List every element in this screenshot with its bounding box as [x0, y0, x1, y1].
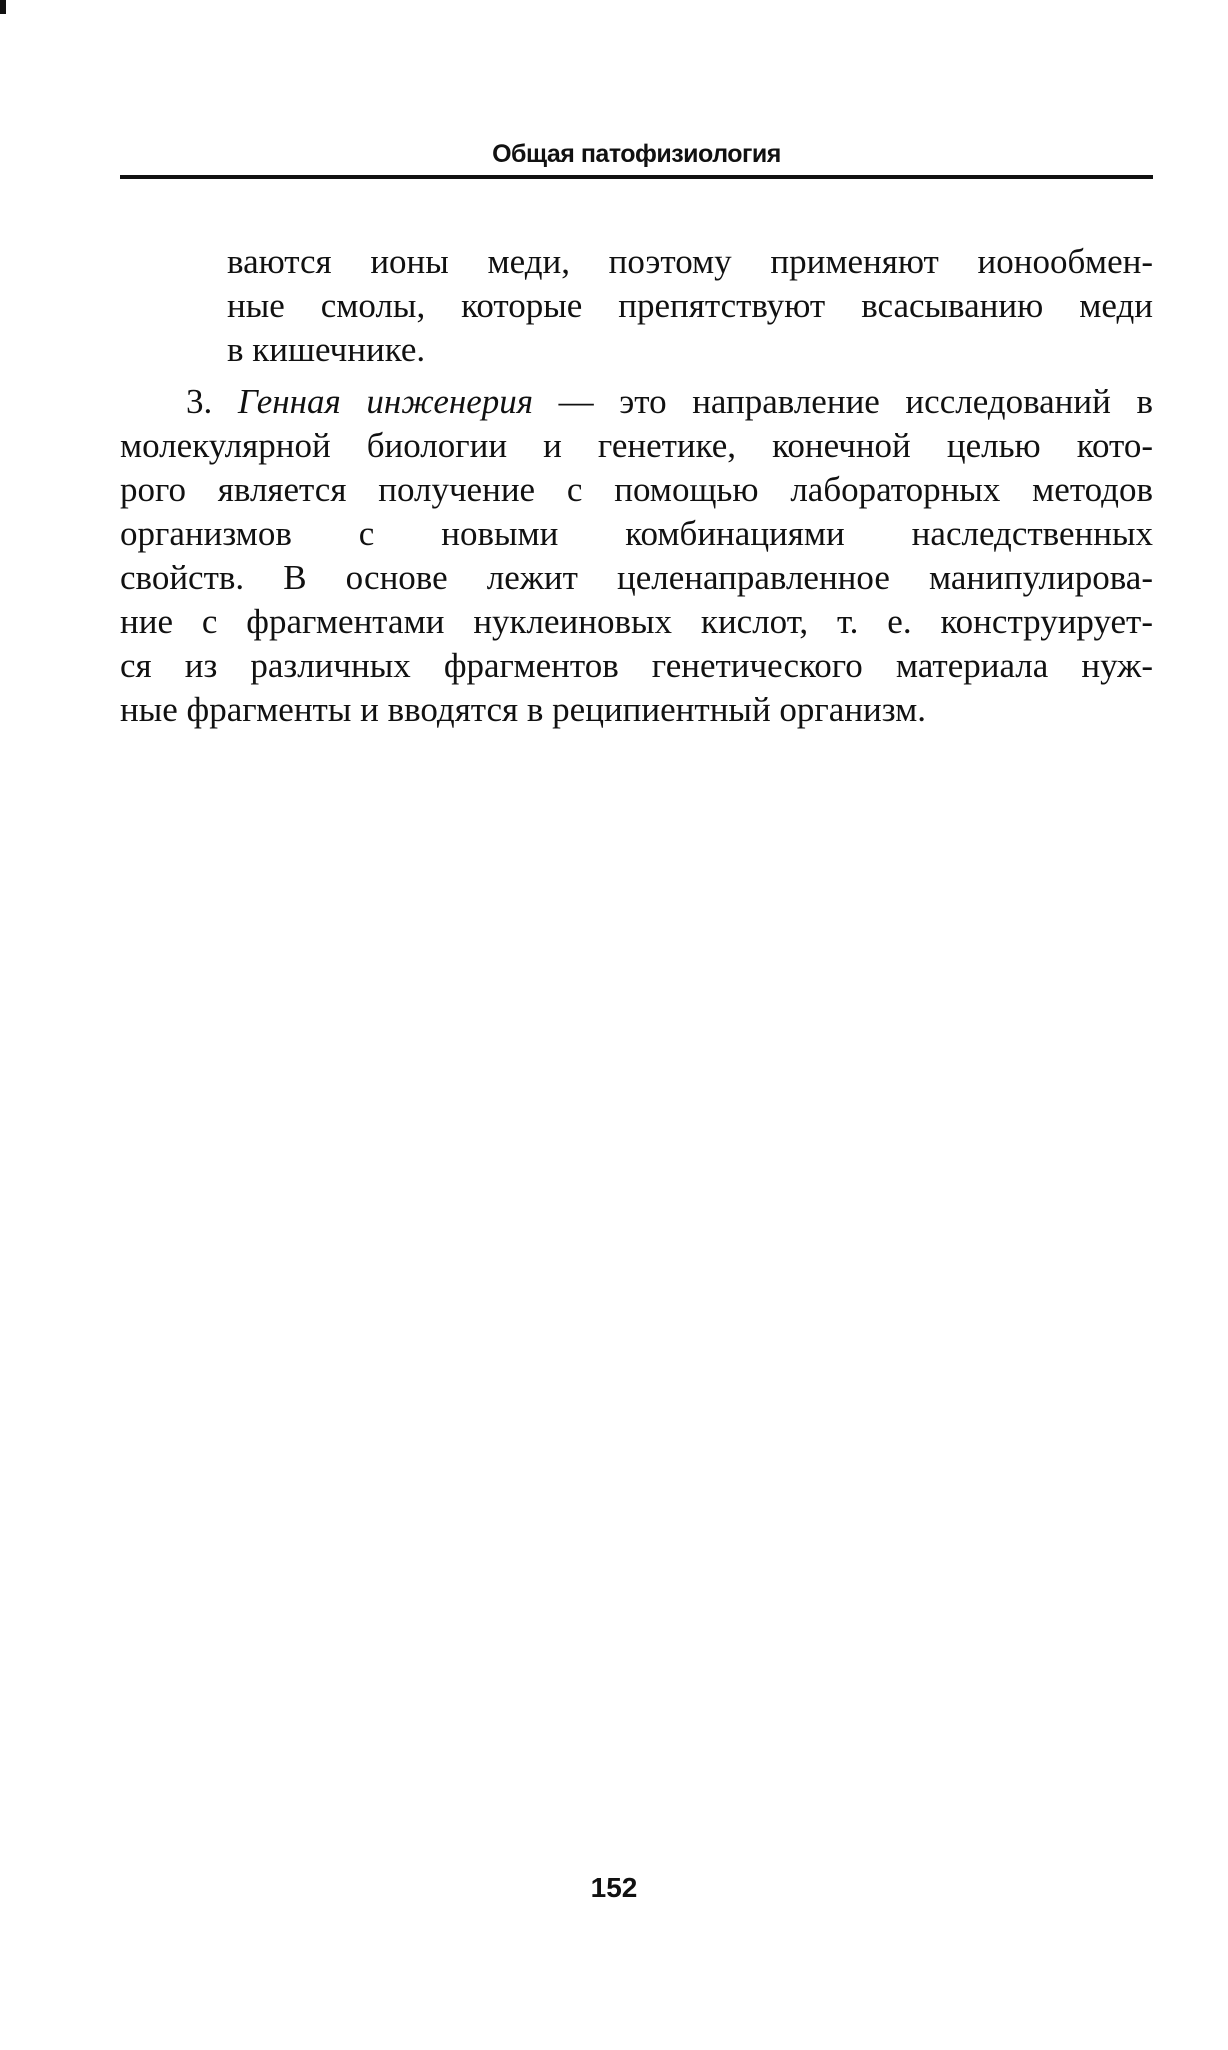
text-line: организмов с новыми комбинациями наследственных	[120, 514, 1153, 553]
item-number: 3.	[186, 382, 213, 421]
body-text	[120, 240, 1153, 732]
header-rule	[120, 175, 1153, 179]
running-head: Общая патофизиология	[492, 140, 781, 168]
text-line: ся из различных фрагментов генетического материала нуж-	[120, 646, 1153, 685]
text-line: молекулярной биологии и генетике, конечной целью кото-	[120, 426, 1153, 465]
text-line: в кишечнике.	[227, 330, 426, 369]
text-line: ние с фрагментами нуклеиновых кислот, т. е. конструирует-	[120, 602, 1153, 641]
term-genetic-engineering: Генная инженерия	[237, 382, 534, 421]
page-number: 152	[590, 1872, 638, 1903]
continuation-paragraph	[120, 240, 1153, 372]
text-line: ваются ионы меди, поэтому применяют ионообмен-	[227, 242, 1153, 281]
text-line: ные фрагменты и вводятся в реципиентный организм.	[120, 690, 927, 729]
definition-start: — это направление исследований в	[533, 382, 1154, 421]
scan-corner-mark	[0, 0, 6, 14]
numbered-paragraph-3	[120, 380, 1153, 732]
text-line: ные смолы, которые препятствуют всасыванию меди	[227, 286, 1153, 325]
text-line: рого является получение с помощью лабораторных методов	[120, 470, 1153, 509]
text-line: свойств. В основе лежит целенаправленное манипулирова-	[120, 558, 1153, 597]
text-line-first	[120, 380, 1153, 424]
